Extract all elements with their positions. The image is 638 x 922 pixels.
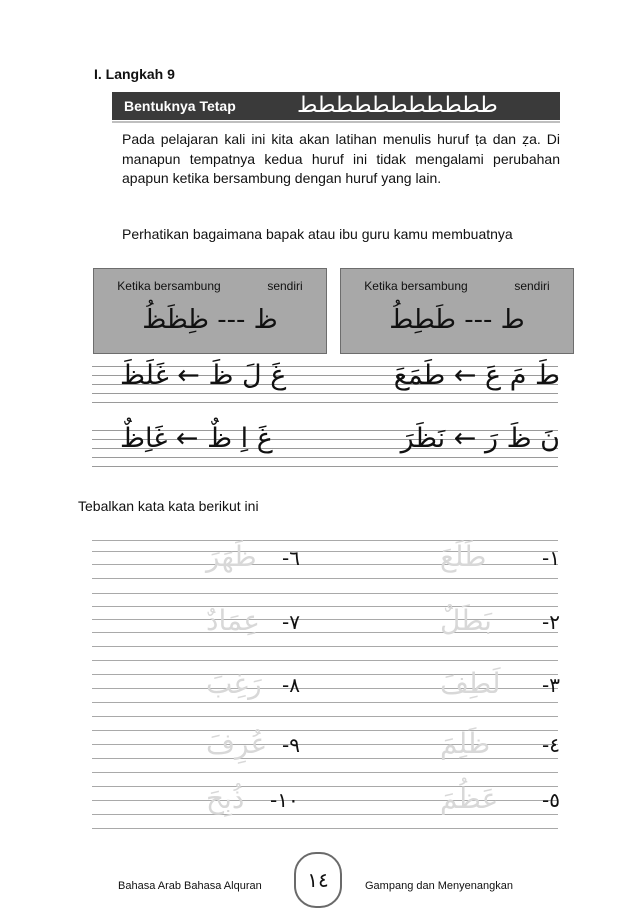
instruction-text: Tebalkan kata kata berikut ini <box>78 498 259 514</box>
intro-paragraph: Pada pelajaran kali ini kita akan latihan menulis huruf ṭa dan ẓa. Di manapun tempatnya kedua huruf ini tidak mengalami perubahan apapun ketika bersambung dengan huruf yang lain. <box>122 131 560 186</box>
page-number: ١٤ <box>294 852 342 908</box>
traceable-word: ظَهَرَ <box>206 540 257 573</box>
traceable-word: طَلَعَ <box>440 540 487 573</box>
example-row <box>120 360 560 391</box>
example-word: غَ لَ ظَ ← غَلَظَ <box>120 360 287 391</box>
footer-right-text: Gampang dan Menyenangkan <box>365 880 513 892</box>
exercise-number: ١- <box>542 546 560 570</box>
example-word: غَ اِ ظٌ ← غَاِظٌ <box>120 423 273 454</box>
example-word: نَ ظَ رَ ← نَظَرَ <box>400 423 560 454</box>
banner-glyphs: ططططططططططط <box>297 93 498 118</box>
traceable-word: لَطِفَ <box>440 667 501 700</box>
banner-underline <box>112 121 560 123</box>
box-label-alone: sendiri <box>514 279 550 293</box>
exercise-number: ٣- <box>542 673 560 697</box>
box-arabic-forms: ظ --- ظِظَظُ <box>142 305 278 335</box>
exercise-number: ٧- <box>282 610 300 634</box>
banner-title: Bentuknya Tetap <box>124 98 236 114</box>
section-heading: I. Langkah 9 <box>94 66 175 82</box>
traceable-word: عَظُمَ <box>440 782 499 815</box>
title-banner <box>112 92 560 120</box>
traceable-word: ذُبِحَ <box>206 782 245 815</box>
box-label-connected: Ketika bersambung <box>117 279 221 293</box>
exercise-number: ١٠- <box>270 788 299 812</box>
exercise-number: ٤- <box>542 733 560 757</box>
exercise-number: ٥- <box>542 788 560 812</box>
za-example-box <box>93 268 327 354</box>
example-row <box>120 423 560 454</box>
ta-example-box <box>340 268 574 354</box>
box-label-alone: sendiri <box>267 279 303 293</box>
exercise-number: ٩- <box>282 733 300 757</box>
box-label-connected: Ketika bersambung <box>364 279 468 293</box>
exercise-number: ٢- <box>542 610 560 634</box>
traceable-word: عُرِفَ <box>206 727 268 760</box>
observe-paragraph: Perhatikan bagaimana bapak atau ibu guru kamu membuatnya <box>122 226 513 242</box>
traceable-word: بَطَلٌ <box>440 604 492 637</box>
example-word: طَ مَ عَ ← طَمَعَ <box>393 360 560 391</box>
traceable-word: ظَلِمَ <box>440 727 491 760</box>
exercise-number: ٨- <box>282 673 300 697</box>
footer-left-text: Bahasa Arab Bahasa Alquran <box>118 880 262 892</box>
box-arabic-forms: ط --- طَطِطُ <box>389 305 525 335</box>
exercise-number: ٦- <box>282 546 300 570</box>
traceable-word: عِمَادٌ <box>206 604 260 637</box>
traceable-word: رَغِبَ <box>206 667 262 700</box>
